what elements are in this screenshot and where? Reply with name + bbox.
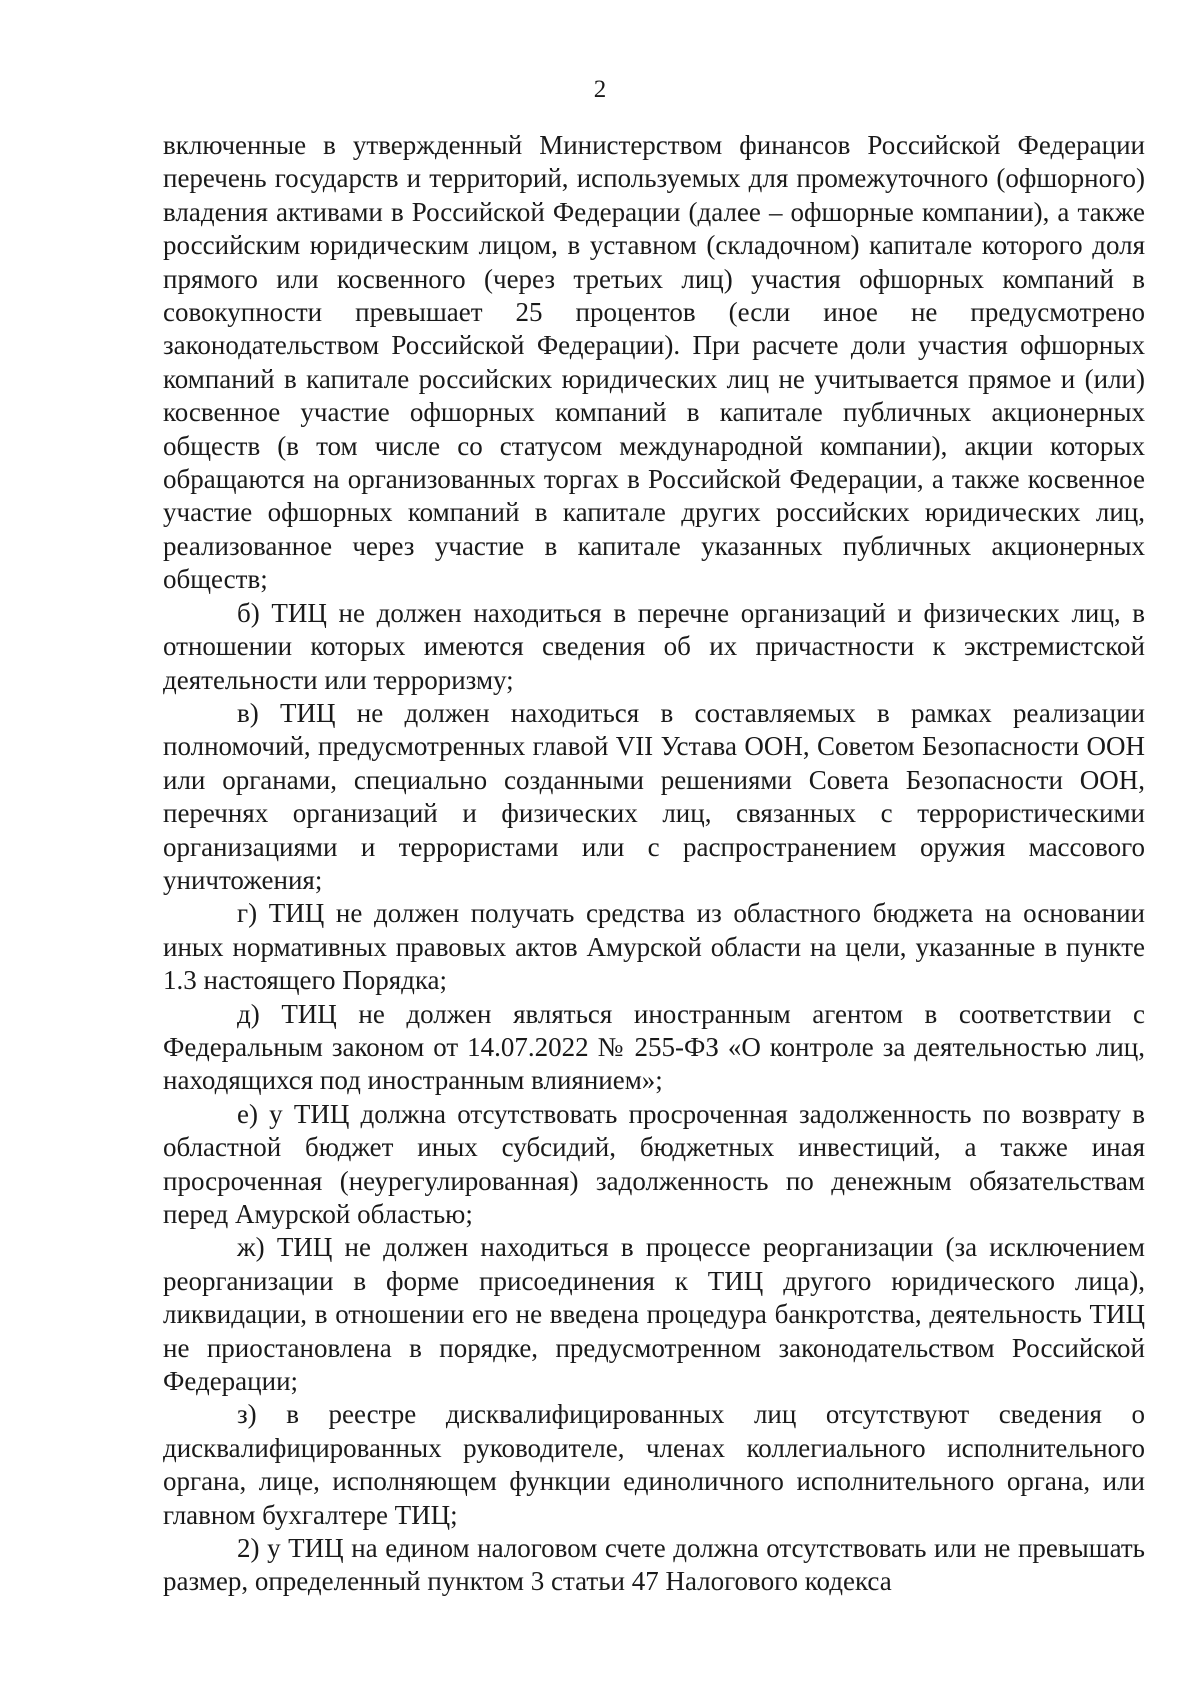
paragraph-item-2: 2) у ТИЦ на едином налоговом счете должна отсутствовать или не превышать размер, определенный пунктом 3 статьи 47 Налогового кодекса	[163, 1533, 1145, 1597]
paragraph-item-e: е) у ТИЦ должна отсутствовать просроченная задолженность по возврату в областной бюджет иных субсидий, бюджетных инвестиций, а также иная просроченная (неурегулированная) задолженность по денежным обязательствам перед Амурской областью;	[163, 1098, 1145, 1229]
paragraph-item-b: б) ТИЦ не должен находиться в перечне организаций и физических лиц, в отношении которых имеются сведения об их причастности к экстремистской деятельности или терроризму;	[163, 597, 1145, 695]
paragraph-item-z: з) в реестре дисквалифицированных лиц отсутствуют сведения о дисквалифицированных руководителе, членах коллегиального исполнительного органа, лице, исполняющем функции единоличного исполнительного органа, или главном бухгалтере ТИЦ;	[163, 1399, 1145, 1530]
paragraph-item-g: г) ТИЦ не должен получать средства из областного бюджета на основании иных нормативных правовых актов Амурской области на цели, указанные в пункте 1.3 настоящего Порядка;	[163, 898, 1145, 996]
document-body	[163, 129, 1145, 1599]
paragraph-item-zh: ж) ТИЦ не должен находиться в процессе реорганизации (за исключением реорганизации в форме присоединения к ТИЦ другого юридического лица), ликвидации, в отношении его не введена процедура банкротства, деятельность ТИЦ не приостановлена в порядке, предусмотренном законодательством Российской Федерации;	[163, 1232, 1145, 1397]
paragraph-item-v: в) ТИЦ не должен находиться в составляемых в рамках реализации полномочий, предусмотренных главой VII Устава ООН, Советом Безопасности ООН или органами, специально созданными решениями Совета Безопасности ООН, перечнях организаций и физических лиц, связанных с террористическими организациями и террористами или с распространением оружия массового уничтожения;	[163, 697, 1145, 895]
page-number: 2	[593, 76, 607, 103]
paragraph-item-d: д) ТИЦ не должен являться иностранным агентом в соответствии с Федеральным законом от 14.07.2022 № 255-ФЗ «О контроле за деятельностью лиц, находящихся под иностранным влиянием»;	[163, 998, 1145, 1096]
paragraph-continuation: включенные в утвержденный Министерством финансов Российской Федерации перечень государств и территорий, используемых для промежуточного (офшорного) владения активами в Российской Федерации (далее – офшорные компании), а также российским юридическим лицом, в уставном (складочном) капитале которого доля прямого или косвенного (через третьих лиц) участия офшорных компаний в совокупности превышает 25 процентов (если иное не предусмотрено законодательством Российской Федерации). При расчете доли участия офшорных компаний в капитале российских юридических лиц не учитывается прямое и (или) косвенное участие офшорных компаний в капитале публичных акционерных обществ (в том числе со статусом международной компании), акции которых обращаются на организованных торгах в Российской Федерации, а также косвенное участие офшорных компаний в капитале других российских юридических лиц, реализованное через участие в капитале указанных публичных акционерных обществ;	[163, 130, 1145, 595]
